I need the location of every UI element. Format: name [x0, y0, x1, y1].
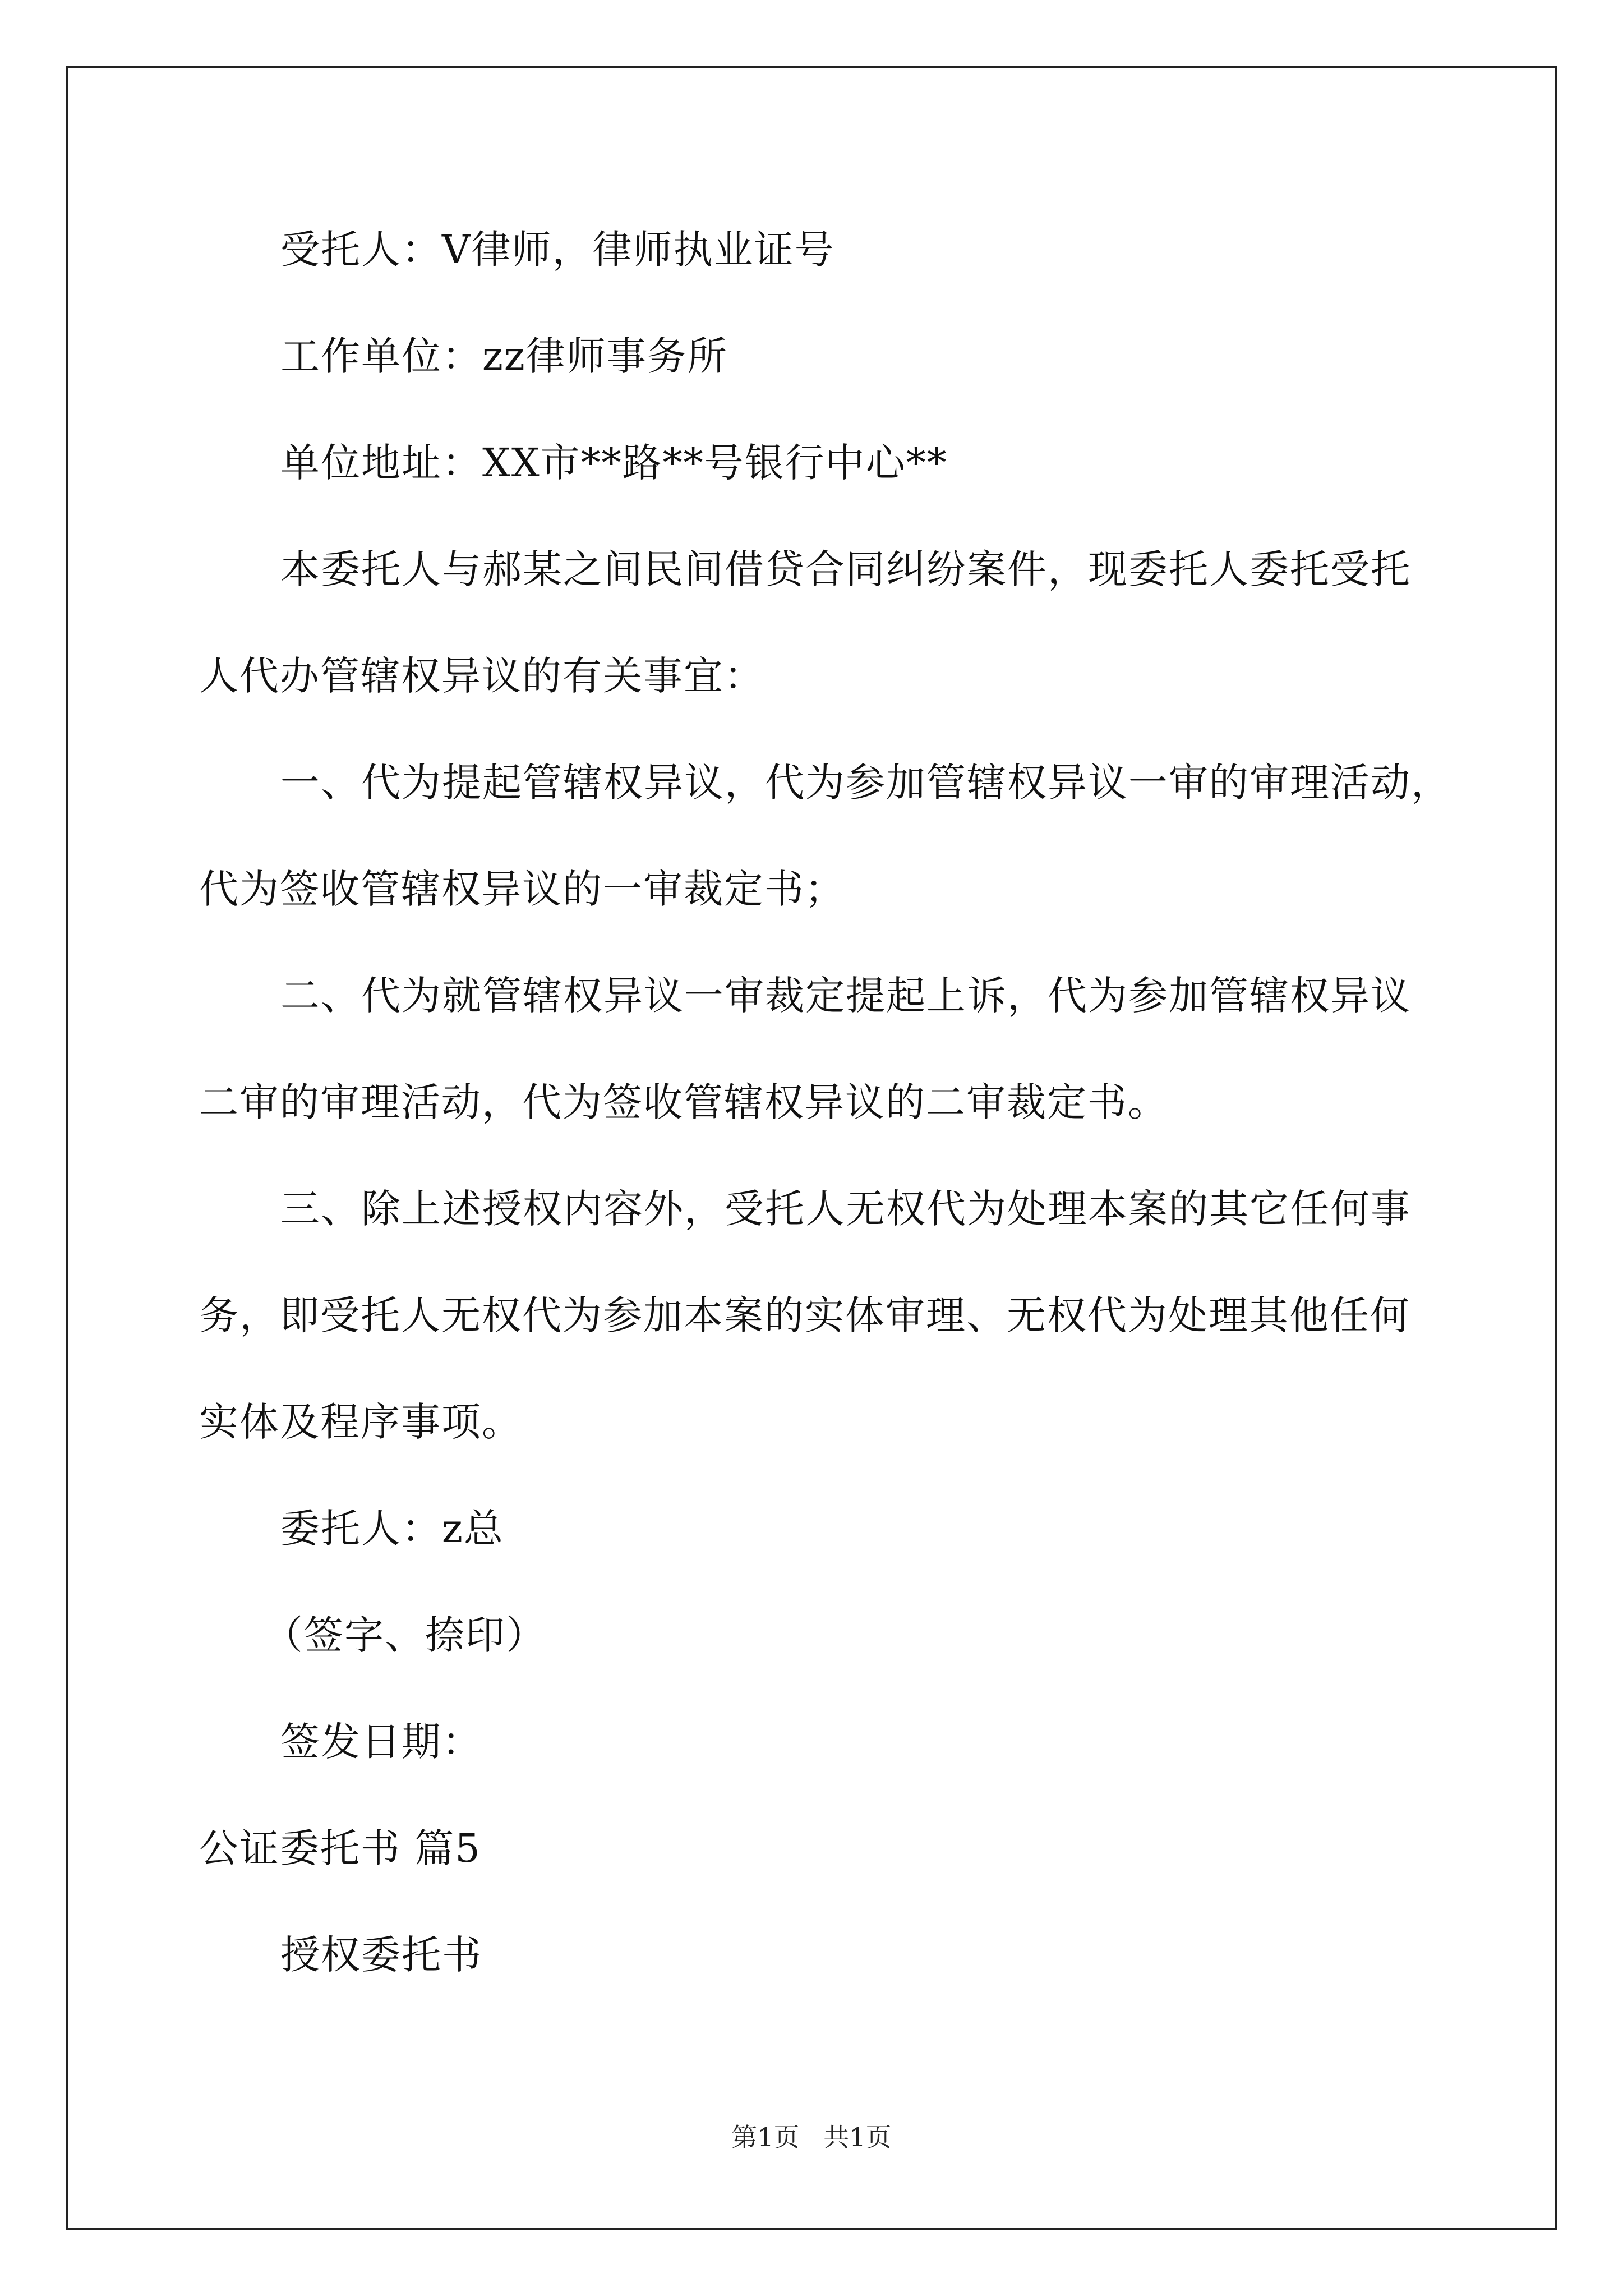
page-border [66, 66, 1557, 2230]
trustee-line: 受托人：V律师，律师执业证号 [280, 227, 835, 273]
page-number: 第1页 [731, 2122, 800, 2152]
item-three-3: 实体及程序事项。 [199, 1399, 522, 1445]
work-unit-line: 工作单位：zz律师事务所 [280, 333, 728, 379]
item-two-2: 二审的审理活动，代为签收管辖权异议的二审裁定书。 [199, 1079, 1168, 1125]
section-heading: 公证委托书 篇5 [199, 1825, 481, 1871]
signature-note: （签字、捺印） [264, 1612, 546, 1658]
issue-date-line: 签发日期： [280, 1719, 482, 1765]
principal-line: 委托人：z总 [280, 1506, 504, 1552]
paragraph-intro-1: 本委托人与郝某之间民间借贷合同纠纷案件，现委托人委托受托 [280, 546, 1411, 592]
paragraph-intro-2: 人代办管辖权异议的有关事宜： [199, 653, 764, 699]
item-two-1: 二、代为就管辖权异议一审裁定提起上诉，代为参加管辖权异议 [280, 973, 1411, 1019]
sub-heading: 授权委托书 [280, 1932, 482, 1978]
page-footer [0, 2120, 1623, 2154]
item-three-1: 三、除上述授权内容外，受托人无权代为处理本案的其它任何事 [280, 1186, 1411, 1232]
unit-address-line: 单位地址：XX市**路**号银行中心** [280, 440, 948, 486]
item-one-1: 一、代为提起管辖权异议，代为参加管辖权异议一审的审理活动， [280, 760, 1451, 806]
item-three-2: 务，即受托人无权代为参加本案的实体审理、无权代为处理其他任何 [199, 1292, 1410, 1338]
item-one-2: 代为签收管辖权异议的一审裁定书； [199, 866, 845, 912]
total-pages: 共1页 [823, 2122, 892, 2152]
